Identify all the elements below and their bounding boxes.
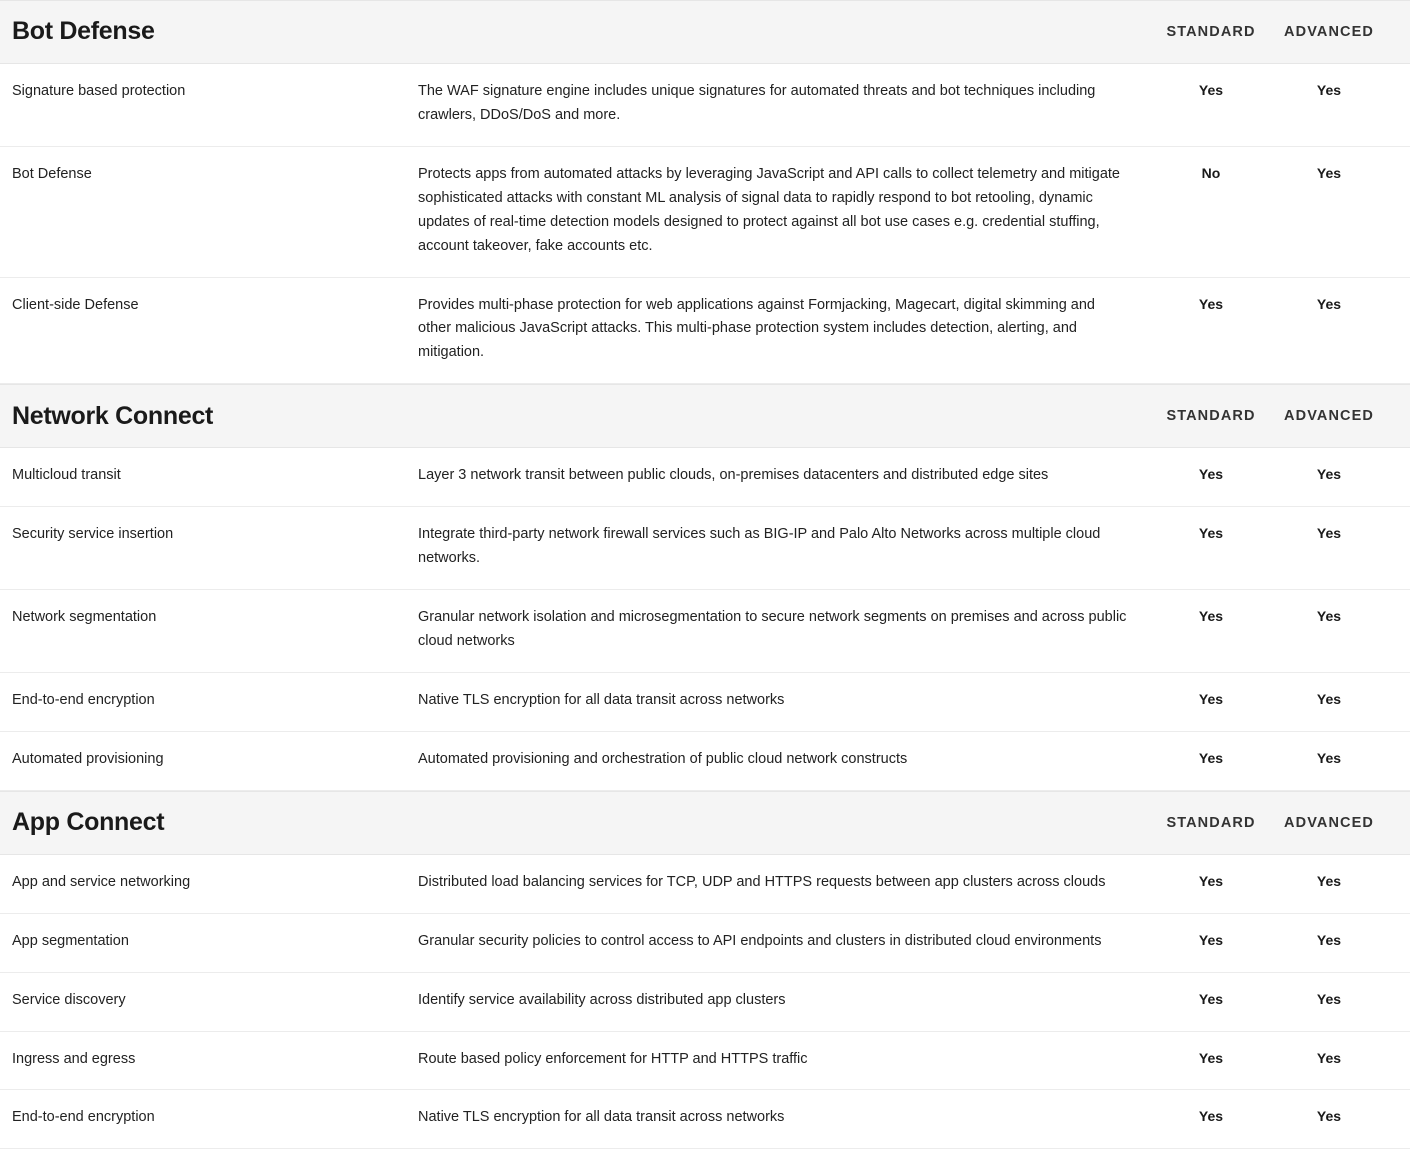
table-row: [0, 732, 1410, 791]
section-title: Network Connect: [12, 401, 214, 430]
column-header-standard: STANDARD: [1166, 814, 1256, 831]
cell-advanced-value: Yes: [1316, 608, 1342, 625]
feature-name: Service discovery: [12, 991, 126, 1008]
feature-name: Ingress and egress: [12, 1050, 136, 1067]
column-header-advanced: ADVANCED: [1284, 24, 1374, 40]
cell-advanced-value: Yes: [1316, 690, 1342, 707]
feature-description: Route based policy enforcement for HTTP and HTTPS traffic: [418, 1050, 808, 1067]
table-row: [0, 448, 1410, 507]
section-title: Bot Defense: [12, 17, 155, 46]
feature-name: Automated provisioning: [12, 750, 164, 767]
cell-standard-value: Yes: [1198, 1049, 1224, 1066]
feature-name: Client-side Defense: [12, 296, 139, 313]
table-row: [0, 914, 1410, 973]
cell-standard-value: No: [1201, 164, 1221, 181]
cell-advanced-value: Yes: [1316, 466, 1342, 483]
feature-description: The WAF signature engine includes unique signatures for automated threats and bot techniques including crawlers, DDoS/DoS and more.: [418, 83, 1096, 123]
table-row: [0, 590, 1410, 673]
table-row: [0, 1032, 1410, 1091]
feature-name: App segmentation: [12, 932, 129, 949]
feature-name: End-to-end encryption: [12, 691, 155, 708]
feature-name: Signature based protection: [12, 83, 186, 99]
section-header: [0, 384, 1410, 448]
column-header-advanced: ADVANCED: [1284, 814, 1374, 831]
cell-standard-value: Yes: [1198, 82, 1224, 98]
section-header: [0, 0, 1410, 64]
cell-standard-value: Yes: [1198, 295, 1224, 312]
column-header-standard: STANDARD: [1166, 24, 1256, 40]
cell-advanced-value: Yes: [1316, 164, 1342, 181]
feature-description: Integrate third-party network firewall services such as BIG-IP and Palo Alto Networks across multiple cloud networks.: [418, 526, 1101, 567]
cell-advanced-value: Yes: [1316, 872, 1342, 889]
cell-advanced-value: Yes: [1316, 1108, 1342, 1125]
cell-standard-value: Yes: [1198, 608, 1224, 625]
cell-advanced-value: Yes: [1316, 82, 1342, 98]
feature-name: End-to-end encryption: [12, 1109, 155, 1126]
cell-advanced-value: Yes: [1316, 525, 1342, 542]
cell-standard-value: Yes: [1198, 466, 1224, 483]
feature-description: Provides multi-phase protection for web applications against Formjacking, Magecart, digital skimming and other malicious JavaScript attacks. This multi-phase protection system includes detection, alerting, and mitigation.: [418, 296, 1095, 361]
table-row: [0, 855, 1410, 914]
feature-description: Native TLS encryption for all data transit across networks: [418, 1109, 785, 1126]
table-row: [0, 147, 1410, 278]
cell-standard-value: Yes: [1198, 990, 1224, 1007]
cell-standard-value: Yes: [1198, 1108, 1224, 1125]
cell-advanced-value: Yes: [1316, 749, 1342, 766]
feature-description: Native TLS encryption for all data transit across networks: [418, 691, 785, 708]
section-title: App Connect: [12, 808, 165, 836]
cell-advanced-value: Yes: [1316, 990, 1342, 1007]
feature-description: Layer 3 network transit between public clouds, on-premises datacenters and distributed edge sites: [418, 467, 1049, 484]
column-header-standard: STANDARD: [1166, 408, 1256, 425]
table-row: [0, 278, 1410, 385]
table-row: [0, 64, 1410, 147]
cell-standard-value: Yes: [1198, 931, 1224, 948]
table-row: [0, 507, 1410, 590]
cell-advanced-value: Yes: [1316, 1049, 1342, 1066]
cell-advanced-value: Yes: [1316, 295, 1342, 312]
feature-description: Granular security policies to control access to API endpoints and clusters in distributed cloud environments: [418, 932, 1102, 949]
cell-standard-value: Yes: [1198, 872, 1224, 889]
table-row: [0, 973, 1410, 1032]
column-header-advanced: ADVANCED: [1284, 408, 1374, 425]
cell-advanced-value: Yes: [1316, 931, 1342, 948]
table-row: [0, 673, 1410, 732]
cell-standard-value: Yes: [1198, 525, 1224, 542]
cell-standard-value: Yes: [1198, 749, 1224, 766]
feature-description: Identify service availability across distributed app clusters: [418, 991, 786, 1008]
feature-name: App and service networking: [12, 873, 191, 890]
feature-description: Protects apps from automated attacks by leveraging JavaScript and API calls to collect telemetry and mitigate sophisticated attacks with constant ML analysis of signal data to rapidly respond to bot retooling, dynamic updates of real-time detection models designed to protect against all bot use cases e.g. credential stuffing, account takeover, fake accounts etc.: [418, 165, 1120, 254]
feature-name: Multicloud transit: [12, 467, 121, 484]
feature-name: Security service insertion: [12, 526, 174, 543]
feature-name: Bot Defense: [12, 165, 92, 182]
section-header: [0, 791, 1410, 855]
cell-standard-value: Yes: [1198, 690, 1224, 707]
feature-description: Granular network isolation and microsegmentation to secure network segments on premises and across public cloud networks: [418, 609, 1127, 649]
feature-description: Automated provisioning and orchestration of public cloud network constructs: [418, 750, 908, 767]
table-row: [0, 1090, 1410, 1149]
feature-name: Network segmentation: [12, 609, 157, 626]
feature-description: Distributed load balancing services for TCP, UDP and HTTPS requests between app clusters across clouds: [418, 873, 1106, 890]
